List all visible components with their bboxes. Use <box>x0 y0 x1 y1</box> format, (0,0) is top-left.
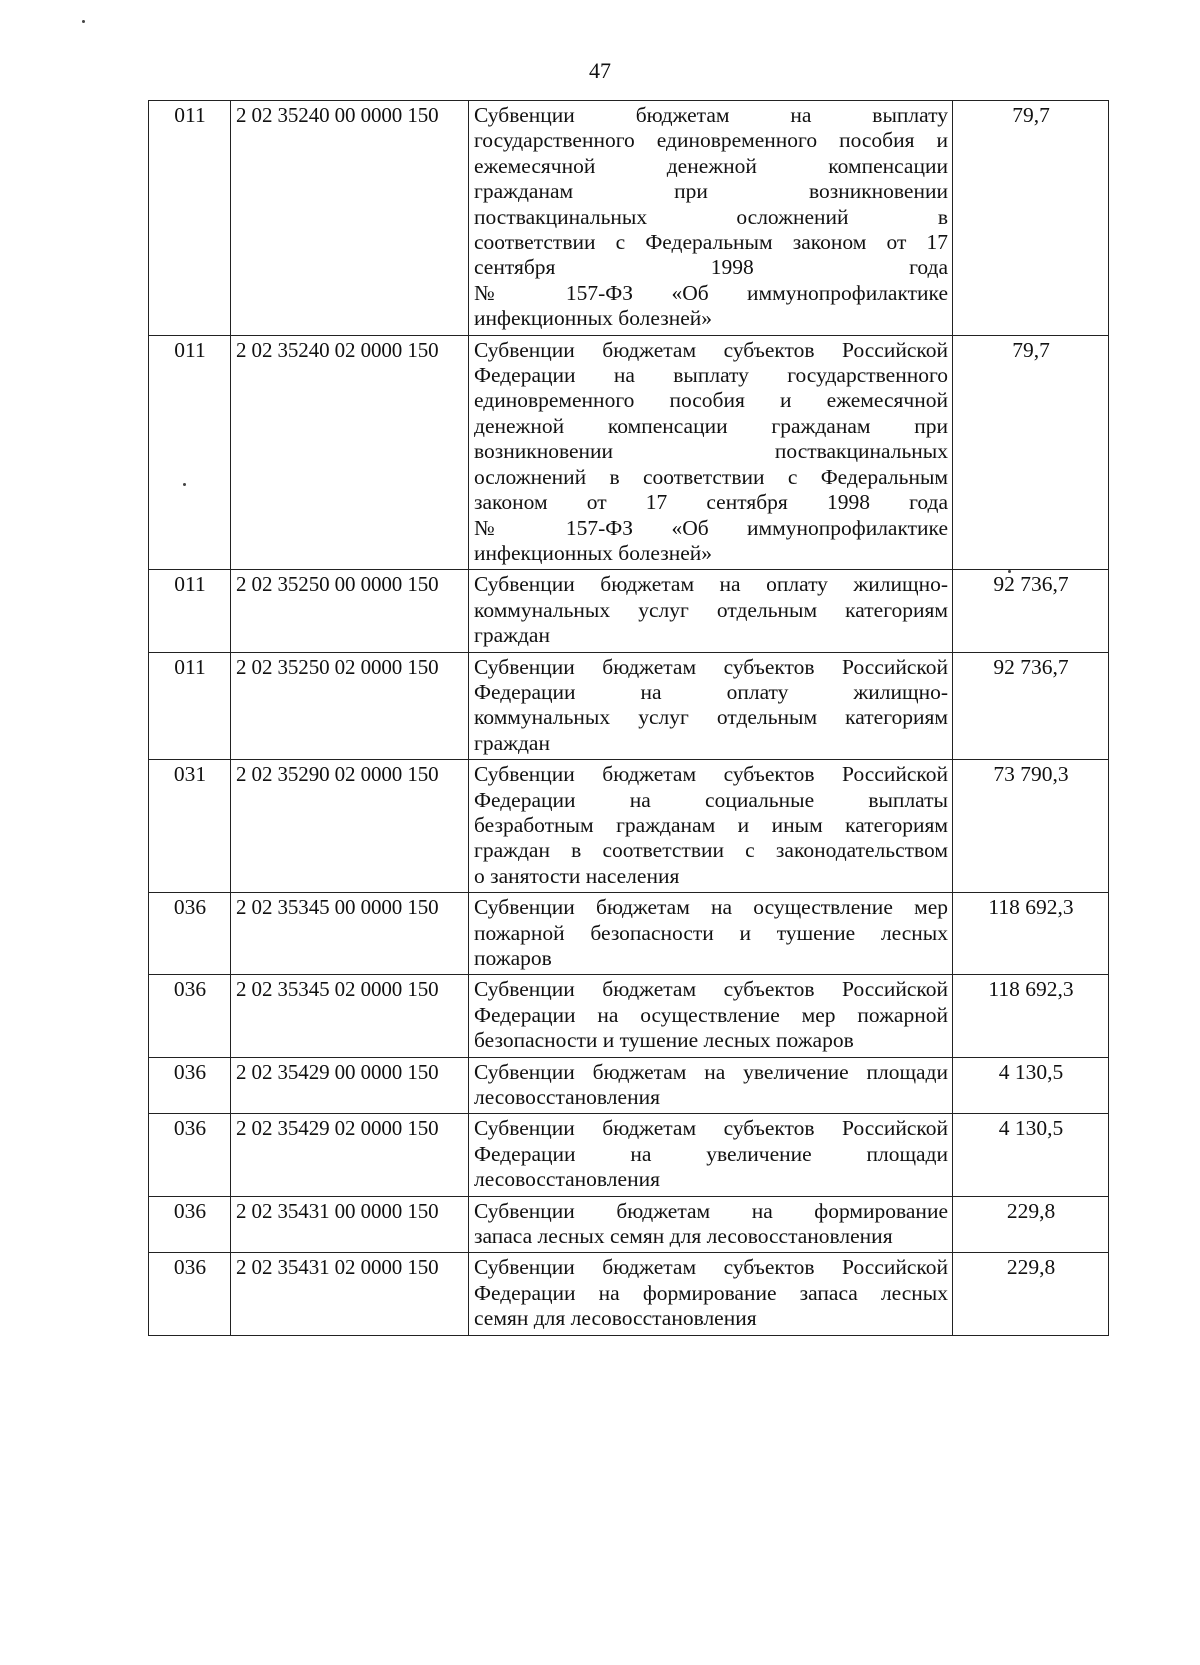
table-row <box>149 975 1109 1057</box>
table-row <box>149 101 1109 336</box>
description-line: Субвенции бюджетам субъектов Российской <box>474 654 948 679</box>
description-line: коммунальных услуг отдельным категориям <box>474 597 948 622</box>
description-line: инфекционных болезней» <box>474 306 713 331</box>
budget-classification-code-cell: 2 02 35429 02 0000 150 <box>231 1114 469 1196</box>
budget-classification-code-cell: 2 02 35345 00 0000 150 <box>231 893 469 975</box>
description-line: Субвенции бюджетам субъектов Российской <box>474 1116 948 1141</box>
income-description-cell <box>469 652 953 760</box>
description-line: лесовосстановления <box>474 1085 660 1110</box>
description-line: Субвенции бюджетам субъектов Российской <box>474 1255 948 1280</box>
table-row <box>149 893 1109 975</box>
table-row <box>149 1057 1109 1114</box>
income-description-cell <box>469 975 953 1057</box>
budget-classification-code-cell: 2 02 35345 02 0000 150 <box>231 975 469 1057</box>
administrator-code-cell: 031 <box>149 760 231 893</box>
amount-cell: 79,7 <box>953 101 1109 336</box>
table-row <box>149 1253 1109 1335</box>
description-line: Федерации на оплату жилищно- <box>474 679 948 704</box>
description-line: поствакцинальных осложнений в <box>474 204 948 229</box>
description-line: Субвенции бюджетам субъектов Российской <box>474 977 948 1002</box>
description-line: Субвенции бюджетам на увеличение площади <box>474 1059 948 1084</box>
table-row <box>149 652 1109 760</box>
description-line: денежной компенсации гражданам при <box>474 413 948 438</box>
administrator-code-cell: 036 <box>149 1114 231 1196</box>
description-line: Федерации на выплату государственного <box>474 363 948 388</box>
table-row <box>149 335 1109 570</box>
budget-classification-code-cell: 2 02 35250 00 0000 150 <box>231 570 469 652</box>
table-row <box>149 760 1109 893</box>
budget-classification-code-cell: 2 02 35240 02 0000 150 <box>231 335 469 570</box>
income-description-cell <box>469 335 953 570</box>
amount-cell: 4 130,5 <box>953 1114 1109 1196</box>
income-description-cell <box>469 570 953 652</box>
page-number: 47 <box>589 58 611 83</box>
amount-cell: 118 692,3 <box>953 893 1109 975</box>
income-description-cell <box>469 1253 953 1335</box>
amount-cell: 229,8 <box>953 1253 1109 1335</box>
budget-classification-code-cell: 2 02 35290 02 0000 150 <box>231 760 469 893</box>
amount-cell: 4 130,5 <box>953 1057 1109 1114</box>
budget-classification-code-cell: 2 02 35429 00 0000 150 <box>231 1057 469 1114</box>
administrator-code-cell: 011 <box>149 652 231 760</box>
description-line: ежемесячной денежной компенсации <box>474 153 948 178</box>
description-line: Субвенции бюджетам на осуществление мер <box>474 895 948 920</box>
income-description-cell <box>469 893 953 975</box>
amount-cell: 92 736,7 <box>953 570 1109 652</box>
description-line: Федерации на увеличение площади <box>474 1141 948 1166</box>
description-line: законом от 17 сентября 1998 года <box>474 490 948 515</box>
amount-cell: 229,8 <box>953 1196 1109 1253</box>
description-line: Субвенции бюджетам на формирование <box>474 1198 948 1223</box>
amount-cell: 118 692,3 <box>953 975 1109 1057</box>
description-line: возникновении поствакцинальных <box>474 439 948 464</box>
administrator-code-cell: 011 <box>149 101 231 336</box>
administrator-code-cell: 036 <box>149 975 231 1057</box>
table-row <box>149 1196 1109 1253</box>
administrator-code-cell: 036 <box>149 1253 231 1335</box>
description-line: безопасности и тушение лесных пожаров <box>474 1028 854 1053</box>
description-line: граждан <box>474 730 550 755</box>
description-line: граждан <box>474 623 550 648</box>
income-description-cell <box>469 1057 953 1114</box>
administrator-code-cell: 011 <box>149 335 231 570</box>
description-line: Федерации на осуществление мер пожарной <box>474 1002 948 1027</box>
description-line: семян для лесовосстановления <box>474 1306 757 1331</box>
budget-table <box>148 100 1109 1336</box>
description-line: инфекционных болезней» <box>474 540 713 565</box>
budget-classification-code-cell: 2 02 35240 00 0000 150 <box>231 101 469 336</box>
budget-classification-code-cell: 2 02 35431 02 0000 150 <box>231 1253 469 1335</box>
description-line: гражданам при возникновении <box>474 179 948 204</box>
amount-cell: 92 736,7 <box>953 652 1109 760</box>
table-row <box>149 1114 1109 1196</box>
description-line: Федерации на социальные выплаты <box>474 787 948 812</box>
description-line: запаса лесных семян для лесовосстановления <box>474 1224 893 1249</box>
income-description-cell <box>469 1196 953 1253</box>
description-line: Субвенции бюджетам субъектов Российской <box>474 337 948 362</box>
administrator-code-cell: 036 <box>149 1196 231 1253</box>
income-description-cell <box>469 760 953 893</box>
administrator-code-cell: 036 <box>149 1057 231 1114</box>
description-line: сентября 1998 года <box>474 255 948 280</box>
description-line: Субвенции бюджетам субъектов Российской <box>474 762 948 787</box>
administrator-code-cell: 011 <box>149 570 231 652</box>
description-line: пожаров <box>474 946 552 970</box>
description-line: о занятости населения <box>474 863 680 888</box>
description-line: коммунальных услуг отдельным категориям <box>474 705 948 730</box>
budget-classification-code-cell: 2 02 35431 00 0000 150 <box>231 1196 469 1253</box>
description-line: Субвенции бюджетам на оплату жилищно- <box>474 572 948 597</box>
description-line: граждан в соответствии с законодательством <box>474 838 948 863</box>
administrator-code-cell: 036 <box>149 893 231 975</box>
description-line: № 157-ФЗ «Об иммунопрофилактике <box>474 280 948 305</box>
description-line: пожарной безопасности и тушение лесных <box>474 920 948 945</box>
description-line: единовременного пособия и ежемесячной <box>474 388 948 413</box>
description-line: лесовосстановления <box>474 1167 660 1192</box>
description-line: № 157-ФЗ «Об иммунопрофилактике <box>474 515 948 540</box>
budget-table-body <box>149 101 1109 1336</box>
income-description-cell <box>469 1114 953 1196</box>
description-line: Федерации на формирование запаса лесных <box>474 1280 948 1305</box>
income-description-cell <box>469 101 953 336</box>
scan-speck <box>82 20 85 23</box>
budget-classification-code-cell: 2 02 35250 02 0000 150 <box>231 652 469 760</box>
description-line: государственного единовременного пособия и <box>474 128 948 153</box>
table-row <box>149 570 1109 652</box>
description-line: соответствии с Федеральным законом от 17 <box>474 230 948 255</box>
amount-cell: 73 790,3 <box>953 760 1109 893</box>
description-line: безработным гражданам и иным категориям <box>474 812 948 837</box>
description-line: Субвенции бюджетам на выплату <box>474 103 948 127</box>
amount-cell: 79,7 <box>953 335 1109 570</box>
description-line: осложнений в соответствии с Федеральным <box>474 464 948 489</box>
